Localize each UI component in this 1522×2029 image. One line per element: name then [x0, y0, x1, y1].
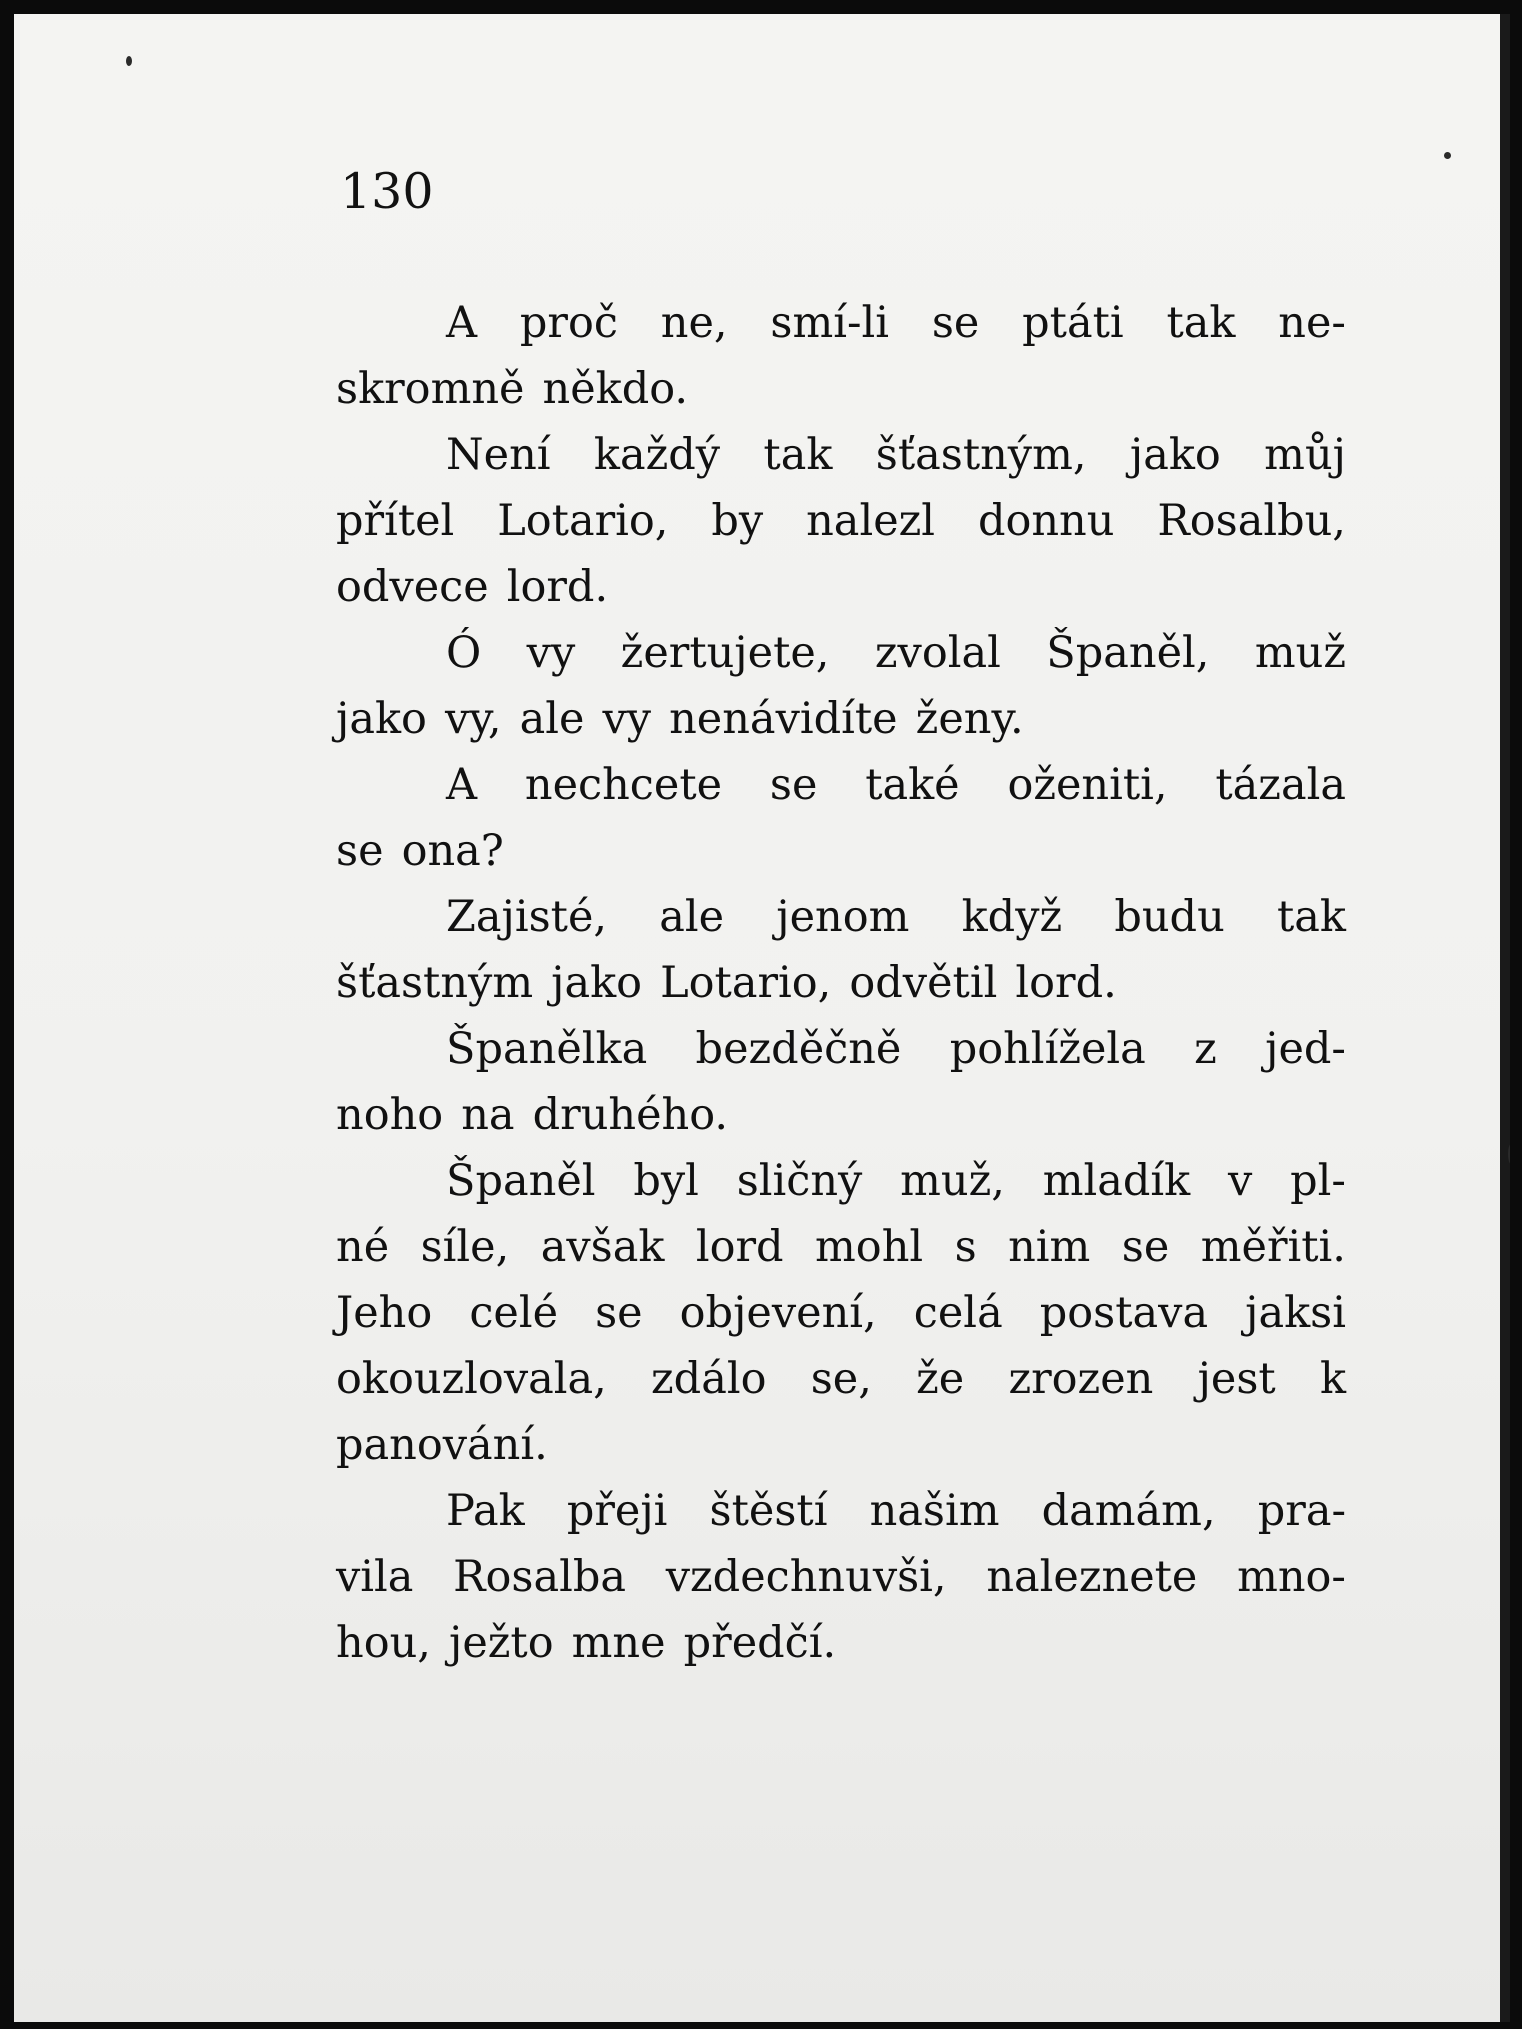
text-line: odvece lord. [336, 562, 609, 612]
text-line: Ó vy žertujete, zvolal Španěl, muž [446, 628, 1346, 678]
text-line: noho na druhého. [336, 1090, 729, 1140]
text-line: Španělka bezděčně pohlížela z jed- [446, 1024, 1346, 1074]
page-number: 130 [340, 163, 434, 220]
text-line: vila Rosalba vzdechnuvši, naleznete mno- [336, 1552, 1346, 1602]
text-line: A proč ne, smí-li se ptáti tak ne- [446, 298, 1346, 348]
text-line: Španěl byl sličný muž, mladík v pl- [446, 1156, 1346, 1206]
dust-speck [1444, 152, 1451, 159]
text-line: A nechcete se také oženiti, tázala [446, 760, 1346, 810]
text-line: né síle, avšak lord mohl s nim se měřiti. [336, 1222, 1346, 1272]
text-line: přítel Lotario, by nalezl donnu Rosalbu, [336, 496, 1346, 546]
dust-speck [126, 56, 132, 66]
text-line: panování. [336, 1420, 548, 1470]
text-line: šťastným jako Lotario, odvětil lord. [336, 958, 1117, 1008]
text-line: okouzlovala, zdálo se, že zrozen jest k [336, 1354, 1346, 1404]
text-line: Jeho celé se objevení, celá postava jaksi [336, 1288, 1346, 1338]
text-line: skromně někdo. [336, 364, 689, 414]
page-edge-shadow [1500, 14, 1510, 2022]
text-line: Není každý tak šťastným, jako můj [446, 430, 1346, 480]
text-line: hou, ježto mne předčí. [336, 1618, 837, 1668]
dust-speck [1508, 1144, 1510, 1164]
text-line: Zajisté, ale jenom když budu tak [446, 892, 1346, 942]
body-text [336, 290, 1346, 1676]
book-page [14, 14, 1510, 2022]
text-line: se ona? [336, 826, 504, 876]
text-line: jako vy, ale vy nenávidíte ženy. [336, 694, 1024, 744]
text-line: Pak přeji štěstí našim damám, pra- [446, 1486, 1346, 1536]
